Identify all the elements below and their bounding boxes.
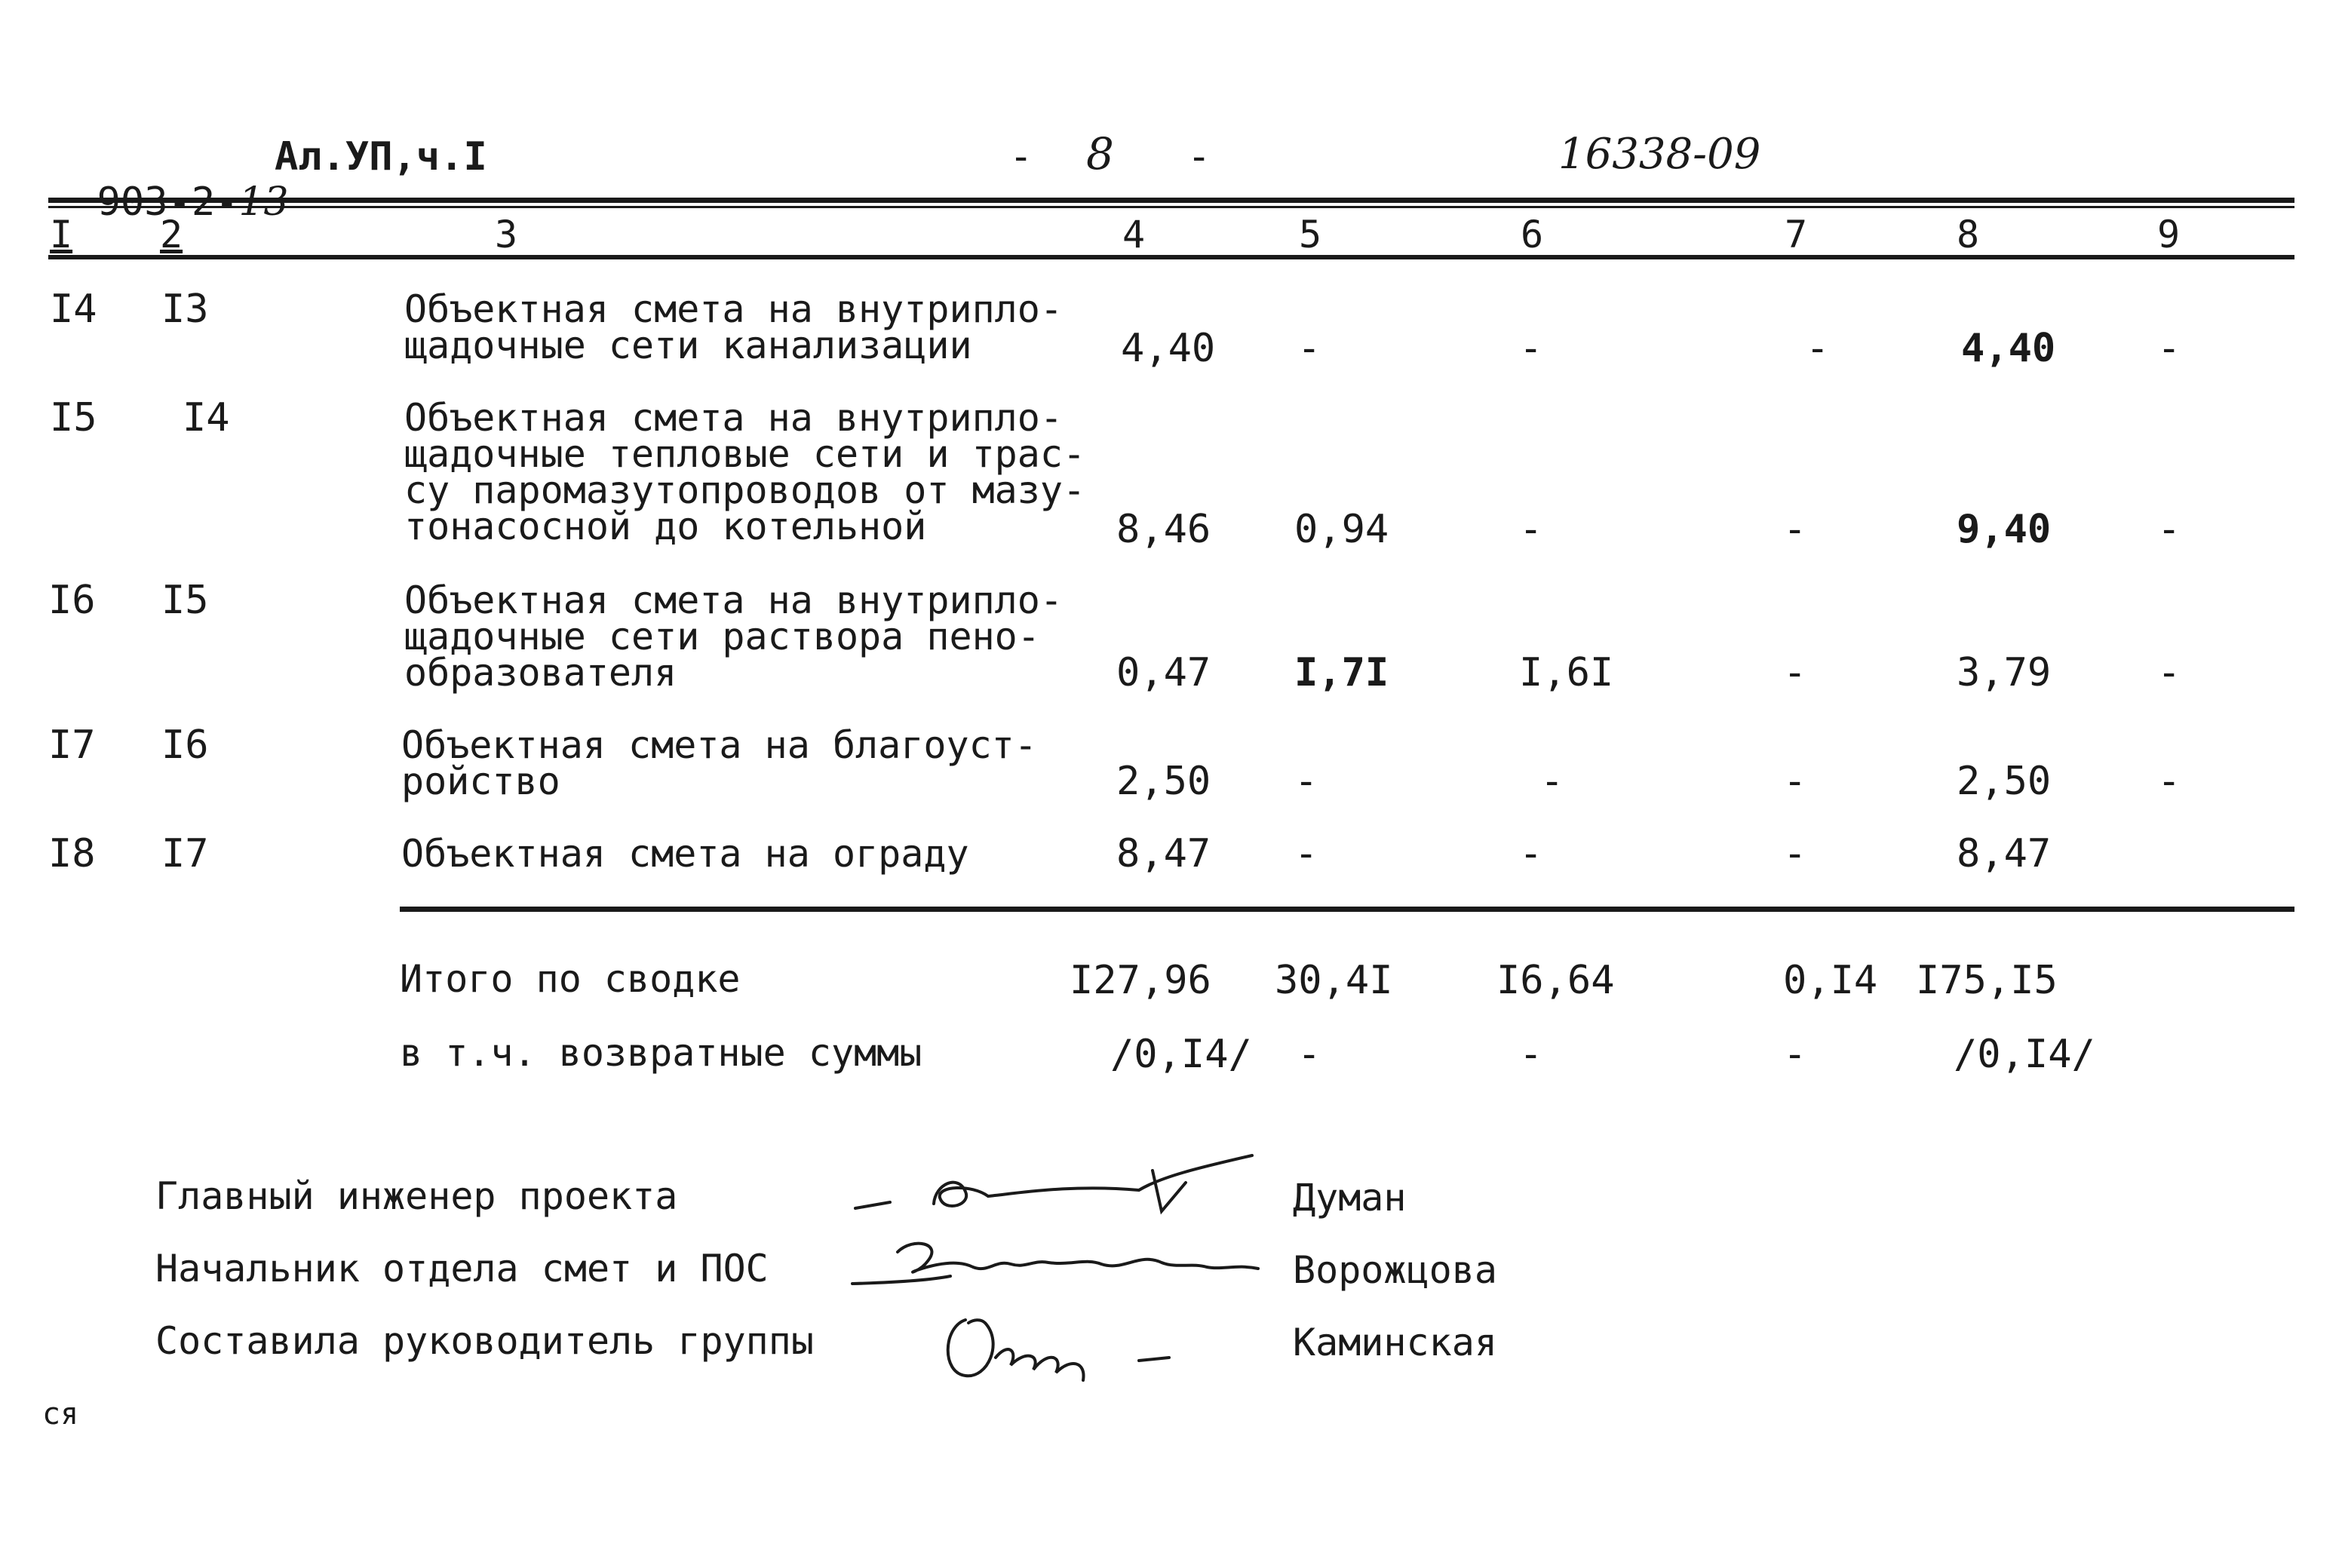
signature-role: Главный инженер проекта bbox=[155, 1174, 678, 1218]
description-line: щадочные тепловые сети и трас- bbox=[404, 432, 1086, 476]
description-line: тонасосной до котельной bbox=[404, 505, 927, 548]
description-line: су паромазутопроводов от мазу- bbox=[404, 468, 1086, 512]
cell-col8: 2,50 bbox=[1957, 759, 2052, 804]
description-line: Объектная смета на внутрипло- bbox=[404, 396, 1063, 440]
refunds-label: в т.ч. возвратные суммы bbox=[400, 1031, 922, 1075]
doc-code bbox=[50, 134, 289, 225]
row-description bbox=[404, 396, 1086, 548]
row-number: I7 bbox=[48, 723, 96, 768]
description-line: щадочные сети раствора пено- bbox=[404, 615, 1040, 658]
signature-role: Начальник отдела смет и ПОС bbox=[155, 1247, 769, 1290]
description-line: Объектная смета на благоуст- bbox=[401, 723, 1037, 767]
cell-col8: 9,40 bbox=[1957, 507, 2052, 552]
description-line: Объектная смета на внутрипло- bbox=[404, 578, 1063, 622]
handwritten-signature-3 bbox=[935, 1297, 1207, 1388]
column-number: 2 bbox=[160, 213, 183, 256]
row-description bbox=[404, 578, 1063, 695]
cell-col4: 2,50 bbox=[1116, 759, 1211, 804]
description-line: щадочные сети канализации bbox=[404, 324, 972, 367]
top-rule-thin bbox=[48, 206, 2294, 208]
refunds-col7: - bbox=[1783, 1032, 1807, 1077]
top-rule-thick bbox=[48, 198, 2294, 203]
cell-col9: - bbox=[2157, 759, 2181, 804]
column-number: 7 bbox=[1785, 213, 1808, 256]
cell-col7: - bbox=[1783, 759, 1807, 804]
refunds-col8: /0,I4/ bbox=[1954, 1032, 2095, 1077]
handwritten-signature-1 bbox=[845, 1124, 1267, 1229]
totals-col6: I6,64 bbox=[1496, 958, 1615, 1003]
description-line: ройство bbox=[401, 759, 560, 803]
cell-col5: - bbox=[1297, 326, 1321, 371]
cell-col4: 0,47 bbox=[1116, 650, 1211, 695]
page-number-right-dash: - bbox=[1187, 134, 1211, 180]
doc-number: 16338-09 bbox=[1558, 130, 1761, 179]
totals-col5: 30,4I bbox=[1275, 958, 1393, 1003]
row-description bbox=[401, 723, 1037, 803]
column-number: I bbox=[50, 213, 73, 256]
signature-name: Каминская bbox=[1293, 1321, 1497, 1364]
footer-mark: ся bbox=[42, 1397, 79, 1431]
description-line: образователя bbox=[404, 651, 677, 695]
refunds-col6: - bbox=[1519, 1032, 1543, 1077]
page-number: 8 bbox=[1086, 128, 1114, 180]
refunds-col5: - bbox=[1297, 1032, 1321, 1077]
cell-col4: 4,40 bbox=[1121, 326, 1216, 371]
row-sub-number: I4 bbox=[183, 395, 230, 440]
column-number: 8 bbox=[1957, 213, 1980, 256]
totals-label: Итого по сводке bbox=[400, 957, 741, 1001]
signature-name: Ворожцова bbox=[1293, 1248, 1497, 1292]
cell-col9: - bbox=[2157, 507, 2181, 552]
cell-col9: - bbox=[2157, 650, 2181, 695]
column-number: 5 bbox=[1299, 213, 1322, 256]
totals-col7: 0,I4 bbox=[1783, 958, 1878, 1003]
row-description bbox=[401, 832, 969, 876]
cell-col7: - bbox=[1783, 831, 1807, 876]
cell-col5: 0,94 bbox=[1294, 507, 1389, 552]
cell-col6: - bbox=[1519, 831, 1543, 876]
column-number: 6 bbox=[1521, 213, 1544, 256]
column-number: 3 bbox=[495, 213, 518, 256]
row-sub-number: I5 bbox=[161, 578, 209, 623]
cell-col6: I,6I bbox=[1519, 650, 1614, 695]
row-number: I4 bbox=[50, 287, 97, 332]
cell-col9: - bbox=[2157, 326, 2181, 371]
cell-col7: - bbox=[1806, 326, 1830, 371]
signature-role: Составила руководитель группы bbox=[155, 1319, 814, 1363]
row-number: I6 bbox=[48, 578, 96, 623]
refunds-col4: /0,I4/ bbox=[1110, 1032, 1252, 1077]
cell-col8: 8,47 bbox=[1957, 831, 2052, 876]
row-sub-number: I6 bbox=[161, 723, 209, 768]
cell-col7: - bbox=[1783, 650, 1807, 695]
cell-col6: - bbox=[1519, 507, 1543, 552]
totals-col4: I27,96 bbox=[1070, 958, 1211, 1003]
totals-rule bbox=[400, 907, 2294, 912]
cell-col6: - bbox=[1540, 759, 1564, 804]
cell-col4: 8,47 bbox=[1116, 831, 1211, 876]
row-number: I8 bbox=[48, 831, 96, 876]
row-description bbox=[404, 287, 1063, 367]
cell-col7: - bbox=[1783, 507, 1807, 552]
column-number: 4 bbox=[1122, 213, 1146, 256]
handwritten-signature-2 bbox=[845, 1229, 1267, 1297]
totals-col8: I75,I5 bbox=[1916, 958, 2058, 1003]
cell-col5: - bbox=[1294, 759, 1318, 804]
row-number: I5 bbox=[50, 395, 97, 440]
description-line: Объектная смета на ограду bbox=[401, 832, 969, 876]
cell-col6: - bbox=[1519, 326, 1543, 371]
cell-col8: 4,40 bbox=[1961, 326, 2056, 371]
cell-col5: - bbox=[1294, 831, 1318, 876]
row-sub-number: I7 bbox=[161, 831, 209, 876]
cell-col5: I,7I bbox=[1294, 650, 1389, 695]
page-number-left-dash: - bbox=[1009, 134, 1033, 180]
signature-name: Думан bbox=[1293, 1176, 1407, 1220]
album-label: Ал.УП,ч.I bbox=[275, 134, 487, 180]
cell-col8: 3,79 bbox=[1957, 650, 2052, 695]
description-line: Объектная смета на внутрипло- bbox=[404, 287, 1063, 331]
row-sub-number: I3 bbox=[161, 287, 209, 332]
cell-col4: 8,46 bbox=[1116, 507, 1211, 552]
column-number: 9 bbox=[2157, 213, 2181, 256]
